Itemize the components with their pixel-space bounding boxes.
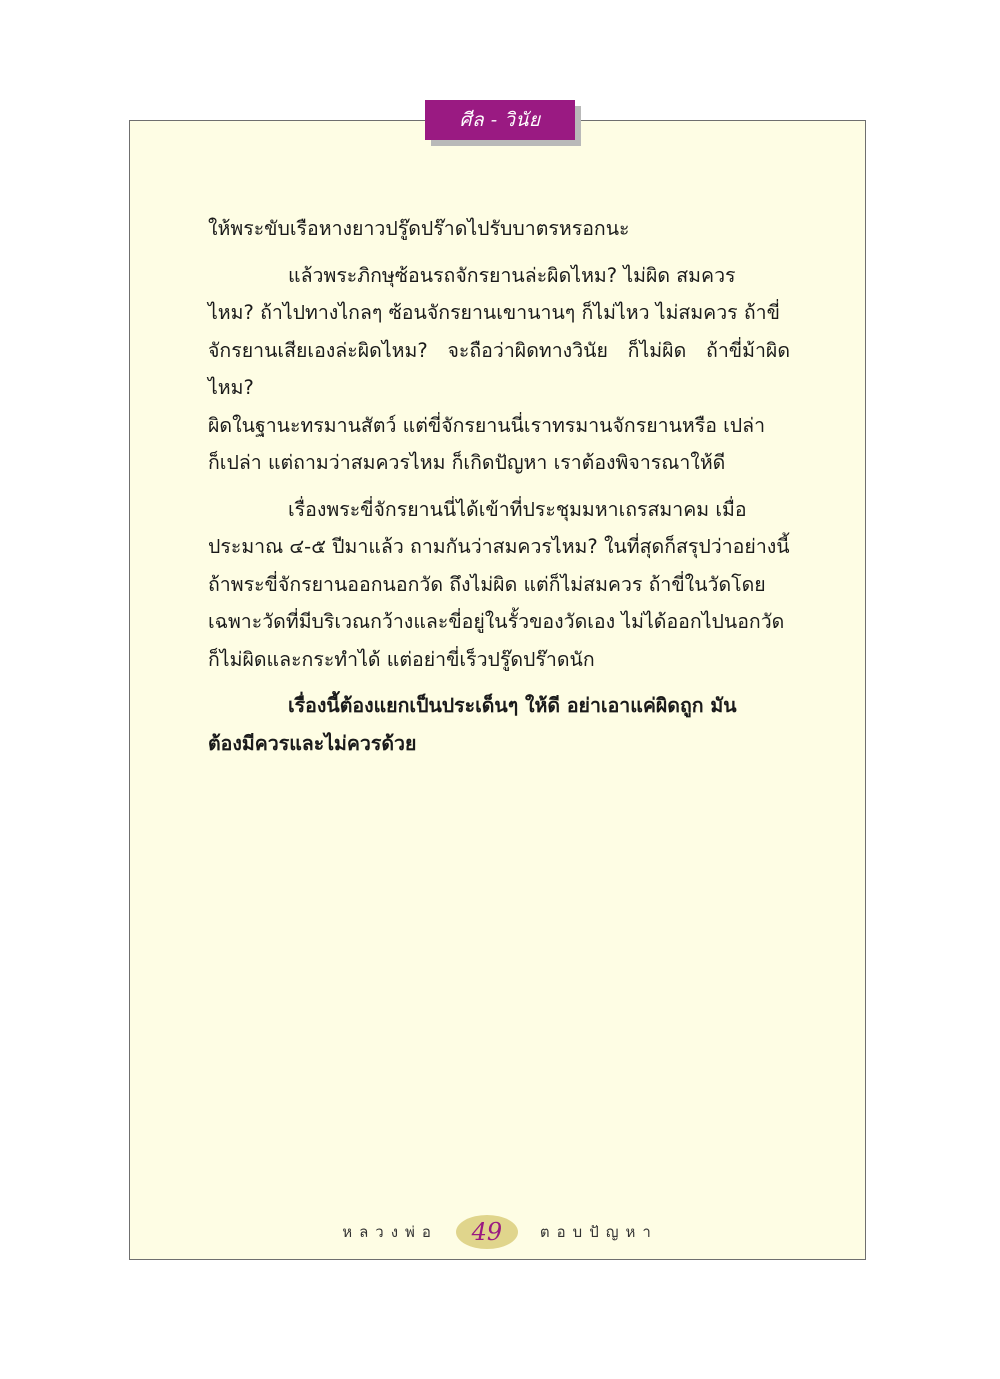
- text-line: เรื่องนี้ต้องแยกเป็นประเด็นๆ ให้ดี อย่าเอาแค่ผิดถูก มัน: [288, 694, 737, 717]
- footer-left-text: หลวงพ่อ: [342, 1223, 438, 1241]
- text-line: จักรยานเสียเองล่ะผิดไหม? จะถือว่าผิดทางวินัย ก็ไม่ผิด ถ้าขี่ม้าผิดไหม?: [208, 338, 790, 399]
- text-line: แล้วพระภิกษุซ้อนรถจักรยานล่ะผิดไหม? ไม่ผิด สมควร: [288, 263, 736, 287]
- text-line: ถ้าพระขี่จักรยานออกนอกวัด ถึงไม่ผิด แต่ก็ไม่สมควร ถ้าขี่ในวัดโดย: [208, 572, 766, 596]
- paragraph-4-emphasis: [208, 687, 790, 762]
- paragraph-2: [208, 257, 790, 482]
- text-line: ให้พระขับเรือหางยาวปรู๊ดปร๊าดไปรับบาตรหรอกนะ: [208, 217, 630, 240]
- text-line: ผิดในฐานะทรมานสัตว์ แต่ขี่จักรยานนี่เราทรมานจักรยานหรือ เปล่า: [208, 413, 766, 437]
- page-footer: [0, 1212, 1000, 1252]
- text-line: ต้องมีควรและไม่ควรด้วย: [208, 731, 417, 755]
- text-line: ประมาณ ๔-๕ ปีมาแล้ว ถามกันว่าสมควรไหม? ในที่สุดก็สรุปว่าอย่างนี้: [208, 535, 790, 558]
- paragraph-3: [208, 491, 790, 679]
- page-number: 49: [456, 1215, 518, 1249]
- text-line: เรื่องพระขี่จักรยานนี่ได้เข้าที่ประชุมมหาเถรสมาคม เมื่อ: [288, 497, 747, 521]
- text-line: ไหม? ถ้าไปทางไกลๆ ซ้อนจักรยานเขานานๆ ก็ไม่ไหว ไม่สมควร ถ้าขี่: [208, 301, 780, 324]
- section-title: ศีล - วินัย: [425, 100, 575, 140]
- text-line: ก็เปล่า แต่ถามว่าสมควรไหม ก็เกิดปัญหา เราต้องพิจารณาให้ดี: [208, 451, 726, 474]
- footer-right-text: ตอบปัญหา: [539, 1223, 658, 1241]
- body-text: [208, 210, 790, 762]
- text-line: เฉพาะวัดที่มีบริเวณกว้างและขี่อยู่ในรั้วของวัดเอง ไม่ได้ออกไปนอกวัด: [208, 610, 785, 633]
- text-line: ก็ไม่ผิดและกระทำได้ แต่อย่าขี่เร็วปรู๊ดปร๊าดนัก: [208, 647, 595, 671]
- paragraph-1: [208, 210, 790, 248]
